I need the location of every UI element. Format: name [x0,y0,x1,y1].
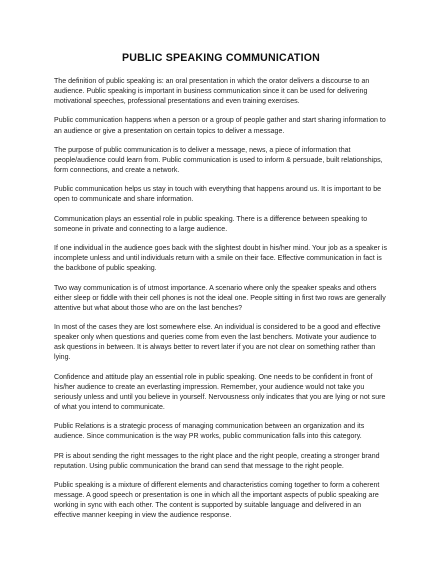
paragraph-two-way: Two way communication is of utmost importance. A scenario where only the speaker speaks and others either sleep or fiddle with their cell phones is not the ideal one. People sitting in first two rows are generally attentive but what about those who are on the last benches? [54,284,386,312]
paragraph-last-benchers: In most of the cases they are lost somewhere else. An individual is considered to be a good and effective speaker only when questions and queries come from even the last benchers. Motivate your audience to ask questions in between. It is always better to revert later if you are not clear on something rather than lying. [54,324,381,362]
paragraph-public-relations: Public Relations is a strategic process of managing communication between an organization and its audience. Since communication is the way PR works, public communication falls into this category. [54,423,365,441]
paragraph-purpose: The purpose of public communication is to deliver a message, news, a piece of information that people/audience could learn from. Public communication is used to inform & persuade, built relationships, form connections, and create a network. [54,146,383,175]
paragraph-pr-messages: PR is about sending the right messages to the right place and the right people, creating a stronger brand reputation. Using public communication the brand can send that message to the right people. [54,452,380,470]
paragraph-coherent-message: Public speaking is a mixture of different elements and characteristics coming together to form a coherent message. A good speech or presentation is one in which all the important aspects of public speaking are working in sync with each other. The content is supported by suitable language and delivered in an effective manner keeping in view the audience response. [54,481,380,520]
paragraph-public-communication: Public communication happens when a person or a group of people gather and start sharing information to an audience or give a presentation on certain topics to deliver a message. [54,117,386,135]
paragraph-definition: The definition of public speaking is: an oral presentation in which the orator delivers a discourse to an audience. Public speaking is important in business communication since it can be used for delivering motivational speeches, professional presentations and even training exercises. [54,78,370,106]
document-title: PUBLIC SPEAKING COMMUNICATION [121,52,321,64]
paragraph-stay-in-touch: Public communication helps us stay in touch with everything that happens around us. It is important to be open to communicate and share information. [54,186,382,204]
paragraph-audience-doubt: If one individual in the audience goes back with the slightest doubt in his/her mind. Your job as a speaker is incomplete unless and until individuals return with a smile on their face. Effective communication in fact is the backbone of public speaking. [54,245,387,273]
paragraph-confidence: Confidence and attitude play an essential role in public speaking. One needs to be confident in front of his/her audience to create an everlasting impression. Remember, your audience would not take you seriously unless and until you believe in yourself. Nervousness only indicates that you are lying or not sure of what you intend to communicate. [54,373,386,411]
paragraph-communication-role: Communication plays an essential role in public speaking. There is a difference between speaking to someone in private and connecting to a large audience. [54,215,368,233]
